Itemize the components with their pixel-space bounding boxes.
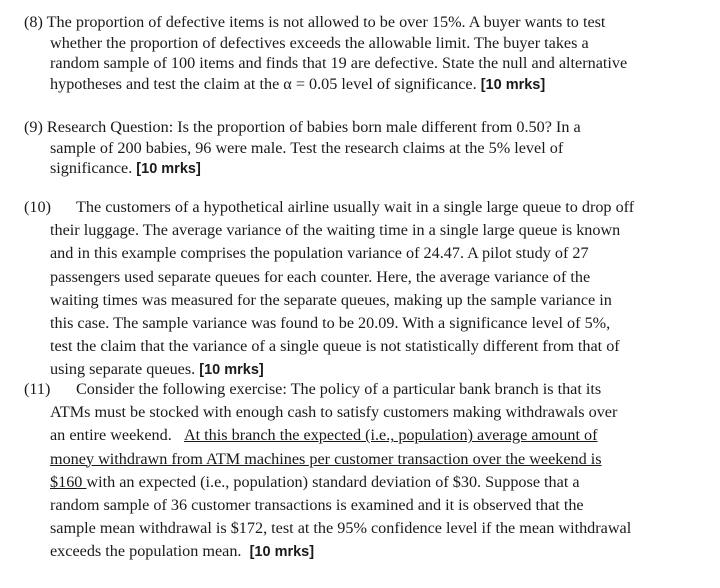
- question-line: this case. The sample variance was found to be 20.09. With a significance level of 5%,: [50, 314, 611, 333]
- question-text: exceeds the population mean.: [50, 542, 242, 561]
- underlined-text: money withdrawn from ATM machines per customer transaction over the weekend is: [50, 449, 602, 468]
- question-text: an entire weekend.: [50, 426, 172, 445]
- question-number: (9): [24, 118, 43, 136]
- question-line: [24, 378, 714, 401]
- question-line: [24, 12, 714, 33]
- underlined-text: At this branch the expected (i.e., population) average amount of: [183, 426, 598, 445]
- question-line: test the claim that the variance of a single queue is not statistically different from that of: [50, 337, 620, 356]
- marks-label: [10 mrks]: [249, 544, 315, 561]
- question-line: [24, 448, 714, 471]
- question-number: (8): [24, 13, 43, 31]
- question-text: with an expected (i.e., population) standard deviation of $30. Suppose that a: [86, 472, 580, 491]
- question-text: The customers of a hypothetical airline usually wait in a single large queue to drop off: [76, 198, 635, 216]
- question-line: waiting times was measured for the separate queues, making up the sample variance in: [50, 290, 612, 309]
- question-9: [24, 117, 714, 180]
- question-line: random sample of 36 customer transactions is examined and it is observed that the: [50, 496, 584, 515]
- question-text: Research Question: Is the proportion of babies born male different from 0.50? In a: [46, 118, 581, 136]
- marks-label: [10 mrks]: [199, 362, 264, 379]
- underlined-text: $160: [50, 472, 87, 491]
- question-text: using separate queues.: [50, 360, 196, 379]
- question-line: [24, 196, 714, 219]
- question-line: their luggage. The average variance of the waiting time in a single large queue is known: [50, 221, 621, 240]
- question-line: [24, 158, 714, 180]
- question-text: The proportion of defective items is not allowed to be over 15%. A buyer wants to test: [46, 13, 606, 31]
- question-line: whether the proportion of defectives exceeds the allowable limit. The buyer takes a: [50, 33, 589, 52]
- question-number: (11): [24, 380, 51, 398]
- question-8: [24, 12, 714, 95]
- marks-label: [10 mrks]: [480, 76, 546, 93]
- question-10: [24, 196, 714, 383]
- question-text: Consider the following exercise: The policy of a particular bank branch is that its: [76, 380, 602, 398]
- question-text: significance.: [50, 159, 133, 177]
- question-line: ATMs must be stocked with enough cash to satisfy customers making withdrawals over: [50, 403, 618, 422]
- question-line: [24, 117, 714, 138]
- question-line: [24, 74, 714, 96]
- question-line: sample of 200 babies, 96 were male. Test the research claims at the 5% level of: [50, 138, 564, 157]
- question-line: [24, 471, 714, 494]
- question-text: hypotheses and test the claim at the α = 0.05 level of significance.: [50, 74, 477, 93]
- question-line: sample mean withdrawal is $172, test at the 95% confidence level if the mean withdrawal: [50, 519, 632, 538]
- question-line: [24, 540, 714, 564]
- question-line: random sample of 100 items and finds that 19 are defective. State the null and alternative: [50, 54, 628, 72]
- marks-label: [10 mrks]: [136, 161, 201, 177]
- question-line: and in this example comprises the population variance of 24.47. A pilot study of 27: [50, 244, 589, 263]
- question-11: [24, 378, 714, 565]
- question-number: (10): [24, 198, 51, 216]
- question-line: [24, 424, 714, 447]
- question-line: passengers used separate queues for each counter. Here, the average variance of the: [50, 267, 591, 286]
